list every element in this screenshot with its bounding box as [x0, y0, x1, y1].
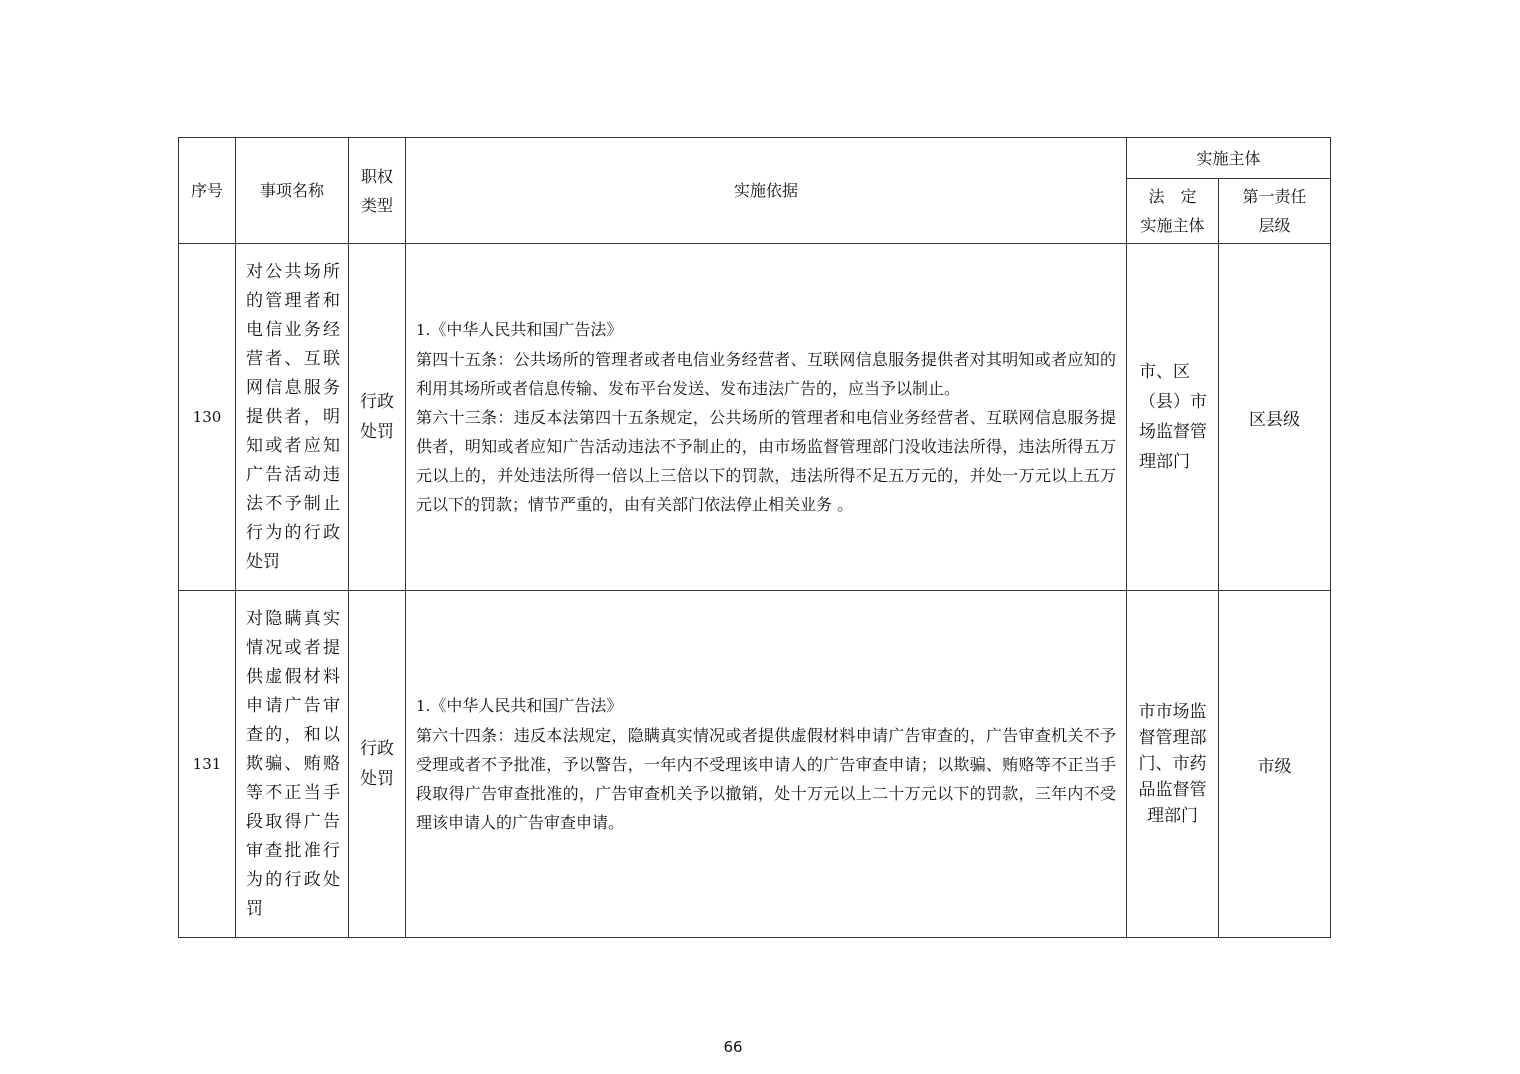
row-item-name: 对公共场所的管理者和电信业务经营者、互联网信息服务提供者，明知或者应知广告活动违法不予制止行为的行政处罚: [236, 244, 349, 591]
row-legal-entity: 市市场监督管理部门、市药品监督管理部门: [1127, 591, 1219, 938]
header-level-line2: 层级: [1258, 216, 1291, 235]
power-list-table: [178, 137, 1331, 938]
row-seq: 130: [179, 244, 236, 591]
header-legal-entity-line1: 法 定: [1148, 187, 1197, 206]
header-entity-group: 实施主体: [1127, 138, 1331, 179]
table-row: [179, 244, 1331, 591]
row-item-name: 对隐瞒真实情况或者提供虚假材料申请广告审查的，和以欺骗、贿赂等不正当手段取得广告审查批准行为的行政处罚: [236, 591, 349, 938]
page-number: 66: [723, 1038, 743, 1056]
law-number: 1.: [416, 321, 431, 339]
row-seq: 131: [179, 591, 236, 938]
law-title: [416, 691, 1116, 721]
article-paragraph: 第六十三条：违反本法第四十五条规定，公共场所的管理者和电信业务经营者、互联网信息服务提供者，明知或者应知广告活动违法不予制止的，由市场监督管理部门没收违法所得，违法所得五万元以上的，并处违法所得一倍以上三倍以下的罚款，违法所得不足五万元的，并处一万元以上五万元以下的罚款；情节严重的，由有关部门依法停止相关业务 。: [416, 408, 1116, 514]
row-level: 市级: [1219, 591, 1331, 938]
article-paragraph: 第六十四条：违反本法规定，隐瞒真实情况或者提供虚假材料申请广告审查的，广告审查机关不予受理或者不予批准，予以警告，一年内不受理该申请人的广告审查申请；以欺骗、贿赂等不正当手段取得广告审查批准的，广告审查机关予以撤销，处十万元以上二十万元以下的罚款，三年内不受理该申请人的广告审查申请。: [416, 726, 1116, 832]
row-legal-entity: 市、区（县）市场监督管理部门: [1127, 244, 1219, 591]
row-power-type: 行政处罚: [349, 244, 406, 591]
header-level: [1219, 179, 1331, 244]
row-basis: [406, 591, 1127, 938]
header-basis: 实施依据: [406, 138, 1127, 244]
row-power-type: 行政处罚: [349, 591, 406, 938]
row-basis: [406, 244, 1127, 591]
law-title: [416, 315, 1116, 345]
article-paragraph: 第四十五条：公共场所的管理者或者电信业务经营者、互联网信息服务提供者对其明知或者应知的利用其场所或者信息传输、发布平台发送、发布违法广告的，应当予以制止。: [416, 350, 1116, 398]
law-title-text: 《中华人民共和国广告法》: [430, 696, 623, 715]
header-seq: 序号: [179, 138, 236, 244]
header-item-name: 事项名称: [236, 138, 349, 244]
table-row: [179, 591, 1331, 938]
row-level: 区县级: [1219, 244, 1331, 591]
header-level-line1: 第一责任: [1242, 187, 1307, 206]
header-power-type-line1: 职权: [360, 166, 393, 186]
law-number: 1.: [416, 697, 431, 715]
header-power-type-line2: 类型: [360, 195, 393, 215]
law-title-text: 《中华人民共和国广告法》: [430, 320, 623, 339]
header-legal-entity: [1127, 179, 1219, 244]
header-power-type: [349, 138, 406, 244]
header-legal-entity-line2: 实施主体: [1140, 216, 1205, 235]
